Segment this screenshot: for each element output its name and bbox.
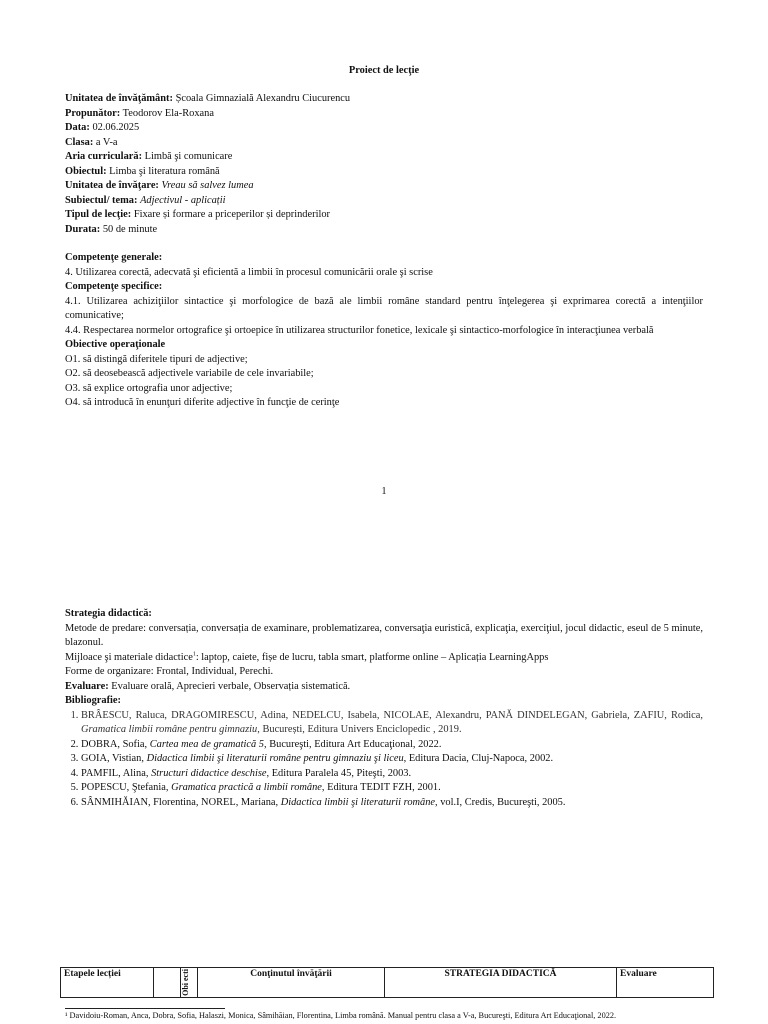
objective-item: O2. să deosebească adjectivele variabile de cele invariabile; (65, 368, 314, 379)
strategia-heading: Strategia didactică: (65, 608, 152, 619)
lesson-info (65, 92, 703, 237)
col-empty (154, 968, 181, 998)
info-data: Data: 02.06.2025 (65, 122, 140, 133)
col-etapele: Etapele lecției (61, 968, 154, 998)
info-unitatea-invatare: Unitatea de învăţare: Vreau să salvez lumea (65, 180, 254, 191)
competente-specifice-heading: Competenţe specifice: (65, 281, 163, 292)
lesson-plan-table (60, 967, 714, 998)
footnote-divider (65, 1008, 225, 1009)
strategy-section (65, 607, 703, 810)
document-title: Proiect de lecţie (348, 65, 420, 76)
competenta-specifica: 4.4. Respectarea normelor ortografice şi ortoepice în utilizarea structurilor fonetice, lexicale şi sintactico-morfologice în interacţiunea verbală (65, 324, 654, 336)
info-clasa: Clasa: a V-a (65, 136, 118, 148)
col-obiective: Obi ecti (181, 968, 198, 998)
competenta-generala: 4. Utilizarea corectă, adecvată şi eficientă a limbii în procesul comunicării orale şi scrise (65, 266, 433, 278)
bibliography-item: 5. POPESCU, Ştefania, Gramatica practică a limbii române, Editura TEDIT FZH, 2001. (81, 781, 703, 796)
objective-item: O1. să distingă diferitele tipuri de adjective; (65, 353, 248, 365)
bibliography-item: 2. DOBRA, Sofia, Cartea mea de gramatică 5, Bucureşti, Editura Art Educaţional, 2022. (81, 738, 703, 753)
bibliography-item: 4. PAMFIL, Alina, Structuri didactice deschise, Editura Paralela 45, Piteşti, 2003. (81, 767, 703, 782)
competente-generale-heading: Competenţe generale: (65, 252, 163, 263)
bibliography-item: 1. BRÂESCU, Raluca, DRAGOMIRESCU, Adina, NEDELCU, Isabela, NICOLAE, Alexandru, PANĂ DINDELEGAN, Gabriela, ZAFIU, Rodica, Gramatica limbii române pentru gimnaziu, București, Editura Univers Enciclopedic , 2019. (81, 709, 703, 738)
table-header-row (61, 968, 714, 998)
bibliography-item: 3. GOIA, Vistian, Didactica limbii şi literaturii române pentru gimnaziu şi liceu, Editura Dacia, Cluj-Napoca, 2002. (81, 752, 703, 767)
bibliography-list (65, 709, 703, 811)
footnote-ref[interactable]: 1 (192, 651, 196, 658)
col-strategia: STRATEGIA DIDACTICĂ (385, 968, 617, 998)
bibliography-item: 6. SÂNMIHĂIAN, Florentina, NOREL, Mariana, Didactica limbii şi literaturii române, vol.I, Credis, Bucureşti, 2005. (81, 796, 703, 811)
info-unitatea: Unitatea de învăţământ: Școala Gimnazială Alexandru Ciucurencu (65, 93, 351, 104)
info-subiectul: Subiectul/ tema: Adjectivul - aplicații (65, 194, 226, 206)
mijloace-didactice: Mijloace şi materiale didactice$^1$: laptop, caiete, fișe de lucru, tabla smart, platforme online – Aplicația LearningApps (65, 651, 549, 663)
col-continutul: Conţinutul învăţării (198, 968, 385, 998)
info-aria: Aria curriculară: Limbă şi comunicare (65, 151, 233, 162)
metode-predare: Metode de predare: conversația, conversația de examinare, problematizarea, conversaţia euristică, explicaţia, exerciţiul, jocul didactic, eseul de 5 minute, blazonul. (65, 622, 703, 648)
forme-organizare: Forme de organizare: Frontal, Individual, Perechi. (65, 666, 274, 677)
evaluare-line: Evaluare: Evaluare orală, Aprecieri verbale, Observația sistematică. (65, 680, 351, 692)
info-propunator: Propunător: Teodorov Ela-Roxana (65, 107, 214, 119)
bibliografie-heading: Bibliografie: (65, 695, 121, 706)
objective-item: O4. să introducă în enunţuri diferite adjective în funcţie de cerinţe (65, 397, 340, 408)
page-number: 1 (381, 486, 387, 497)
col-evaluare: Evaluare (617, 968, 714, 998)
info-obiectul: Obiectul: Limba şi literatura română (65, 165, 220, 177)
info-durata: Durata: 50 de minute (65, 223, 158, 235)
footnote: ¹ Davidoiu-Roman, Anca, Dobra, Sofia, Halaszi, Monica, Sâmihăian, Florentina, Limba română. Manual pentru clasa a V-a, Bucureşti, Editura Art Educaţional, 2022. (65, 1011, 617, 1020)
info-tipul: Tipul de lecţie: Fixare și formare a priceperilor și deprinderilor (65, 209, 331, 220)
competenta-specifica: 4.1. Utilizarea achiziţiilor sintactice şi morfologice de bază ale limbii române standard pentru înţelegerea şi exprimarea corectă a intenţiilor comunicative; (65, 295, 703, 321)
objective-item: O3. să explice ortografia unor adjective; (65, 382, 233, 394)
competences-section (65, 251, 703, 411)
obiective-heading: Obiective operaţionale (65, 339, 166, 350)
